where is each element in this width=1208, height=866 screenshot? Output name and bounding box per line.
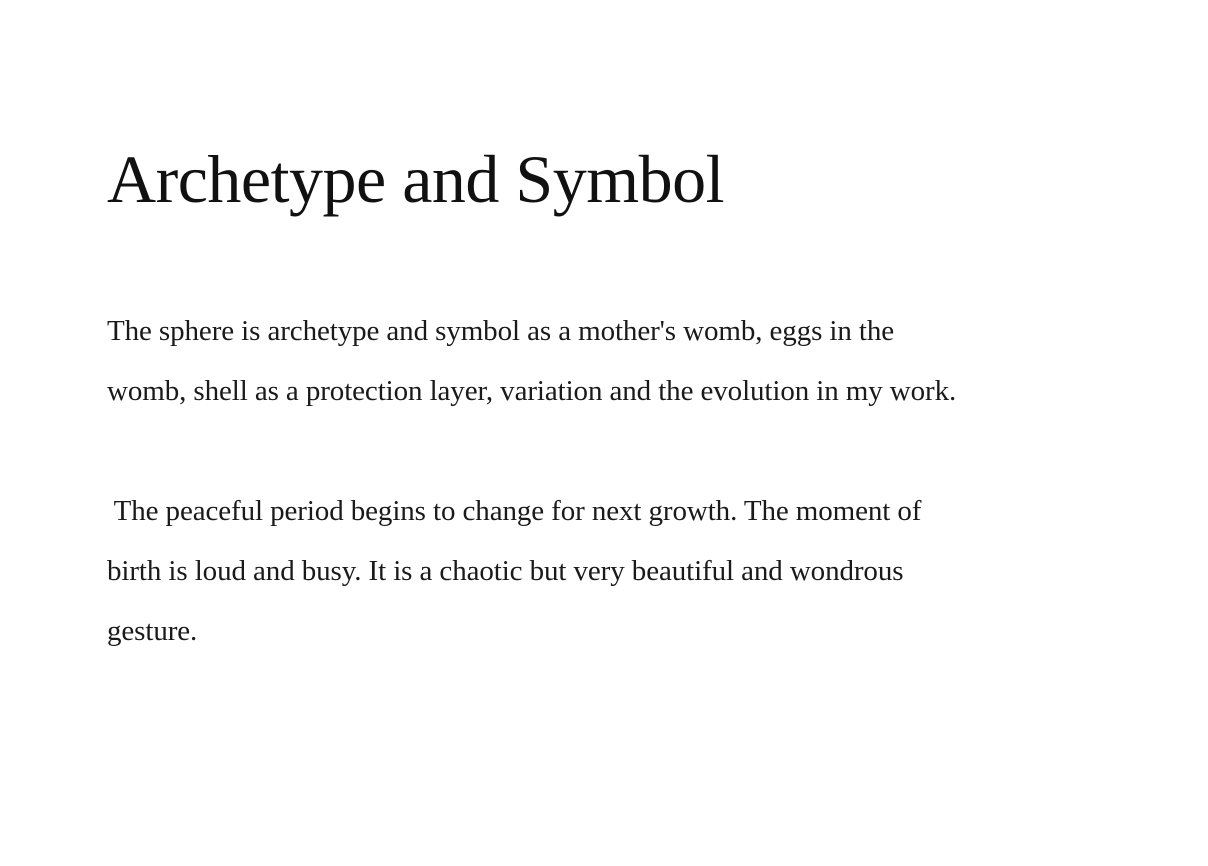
paragraph-line: The peaceful period begins to change for next growth. The moment of [107, 495, 922, 527]
page-title: Archetype and Symbol [107, 141, 724, 217]
paragraph-line: womb, shell as a protection layer, variation and the evolution in my work. [107, 375, 957, 407]
paragraph-line: The sphere is archetype and symbol as a mother's womb, eggs in the [107, 315, 895, 347]
paragraph-birth-moment [107, 481, 1067, 661]
paragraph-womb-symbol [107, 301, 1067, 421]
paragraph-line: gesture. [107, 615, 198, 647]
paragraph-line: birth is loud and busy. It is a chaotic but very beautiful and wondrous [107, 555, 904, 587]
